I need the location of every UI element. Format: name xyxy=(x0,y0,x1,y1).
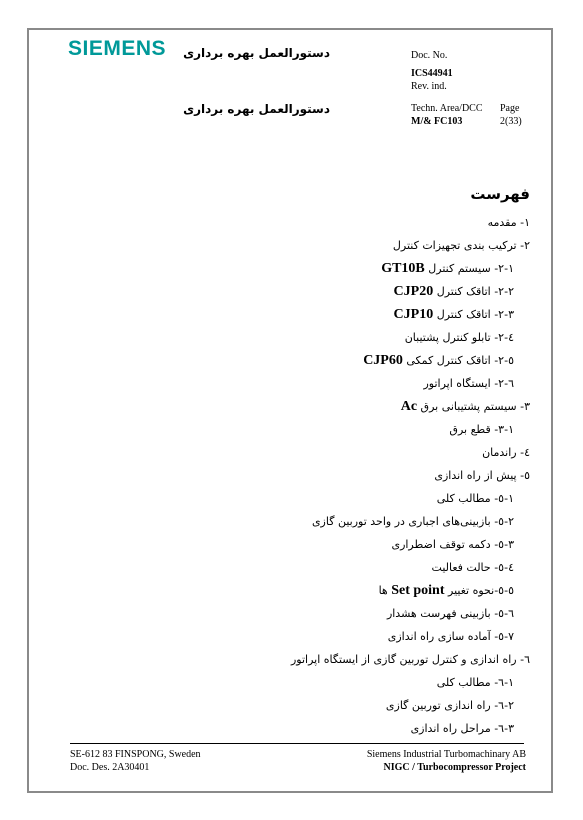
toc-item-text: ١-٢- سیستم کنترل xyxy=(424,262,514,275)
toc-item-text: ٦-٢- ایستگاه اپراتور xyxy=(423,377,514,390)
techn-label: Techn. Area/DCC xyxy=(411,103,483,114)
toc-heading: فهرست xyxy=(470,185,530,203)
toc-item-latin: CJP20 xyxy=(393,284,434,299)
techn-value: M/& FC103 xyxy=(411,116,463,127)
toc-item-text: ٣-٢- اتاقک کنترل xyxy=(433,308,514,321)
toc-item-text: ١-٦- مطالب کلی xyxy=(436,676,514,689)
toc-item xyxy=(291,234,530,257)
toc-item xyxy=(291,418,530,441)
doc-title-1: دستورالعمل بهره برداری xyxy=(183,46,330,60)
toc-item-text: ٥- پیش از راه اندازی xyxy=(434,469,530,482)
toc-item xyxy=(291,349,530,372)
toc-item xyxy=(291,602,530,625)
toc-item-text: ١-٣- قطع برق xyxy=(449,423,514,436)
toc-item xyxy=(291,395,530,418)
toc-item-text: ٤-٥- حالت فعالیت xyxy=(431,561,514,574)
toc-item-text: ٦- راه اندازی و کنترل توربین گازی از ایستگاه اپراتور xyxy=(290,653,530,666)
toc-item xyxy=(291,487,530,510)
toc-item xyxy=(291,464,530,487)
toc-item-text: ١-٥- مطالب کلی xyxy=(436,492,514,505)
toc-item-latin: Set point xyxy=(391,583,445,598)
toc-item xyxy=(291,694,530,717)
toc-item xyxy=(291,280,530,303)
toc-item-text: ٢- ترکیب بندی تجهیزات کنترل xyxy=(392,239,530,252)
rev-label: Rev. ind. xyxy=(411,81,447,92)
page-value: 2(33) xyxy=(500,116,522,127)
footer-address: SE-612 83 FINSPONG, Sweden xyxy=(70,749,201,760)
toc-item-text: ٢-٥- بازبینی‌های اجباری در واحد توربین گازی xyxy=(311,515,514,528)
toc-item-suffix: ها xyxy=(378,584,392,597)
table-of-contents xyxy=(291,211,530,740)
toc-item xyxy=(291,372,530,395)
toc-item xyxy=(291,510,530,533)
toc-item xyxy=(291,717,530,740)
toc-item xyxy=(291,579,530,602)
toc-item-latin: CJP10 xyxy=(393,307,434,322)
toc-item xyxy=(291,625,530,648)
siemens-logo: SIEMENS xyxy=(68,37,167,60)
toc-item-latin: GT10B xyxy=(381,261,425,276)
toc-item-text: ٣-٦- مراحل راه اندازی xyxy=(410,722,514,735)
footer-divider xyxy=(70,743,524,744)
toc-item xyxy=(291,257,530,280)
toc-item xyxy=(291,441,530,464)
toc-item-text: ٤- راندمان xyxy=(482,446,530,459)
toc-item-text: ٧-٥- آماده سازی راه اندازی xyxy=(387,630,514,643)
toc-item xyxy=(291,533,530,556)
doc-no-value: ICS44941 xyxy=(411,68,453,79)
page-label: Page xyxy=(500,103,520,114)
toc-item-text: ٣-٥- دکمه توقف اضطراری xyxy=(391,538,514,551)
doc-no-label: Doc. No. xyxy=(411,50,448,61)
toc-item xyxy=(291,326,530,349)
toc-item-text: ٥-٢- اتاقک کنترل کمکی xyxy=(402,354,514,367)
toc-item xyxy=(291,556,530,579)
toc-item-text: ٣- سیستم پشتیبانی برق xyxy=(417,400,530,413)
toc-item-text: ٥-٥-نحوه تغییر xyxy=(444,584,514,597)
toc-item xyxy=(291,211,530,234)
toc-item-text: ٦-٥- بازبینی فهرست هشدار xyxy=(386,607,514,620)
toc-item-text: ٤-٢- تابلو کنترل پشتیبان xyxy=(404,331,514,344)
doc-title-2: دستورالعمل بهره برداری xyxy=(183,102,330,116)
toc-item-text: ٢-٢- اتاقک کنترل xyxy=(433,285,514,298)
footer-company: Siemens Industrial Turbomachinary AB xyxy=(366,749,526,760)
toc-item xyxy=(291,671,530,694)
footer-project: NIGC / Turbocompressor Project xyxy=(383,762,526,773)
footer-doc-des: Doc. Des. 2A30401 xyxy=(70,762,150,773)
toc-item xyxy=(291,648,530,671)
toc-item-latin: Ac xyxy=(400,399,418,414)
toc-item xyxy=(291,303,530,326)
toc-item-latin: CJP60 xyxy=(363,353,403,368)
toc-item-text: ١- مقدمه xyxy=(487,216,530,229)
toc-item-text: ٢-٦- راه اندازی توربین گازی xyxy=(385,699,514,712)
